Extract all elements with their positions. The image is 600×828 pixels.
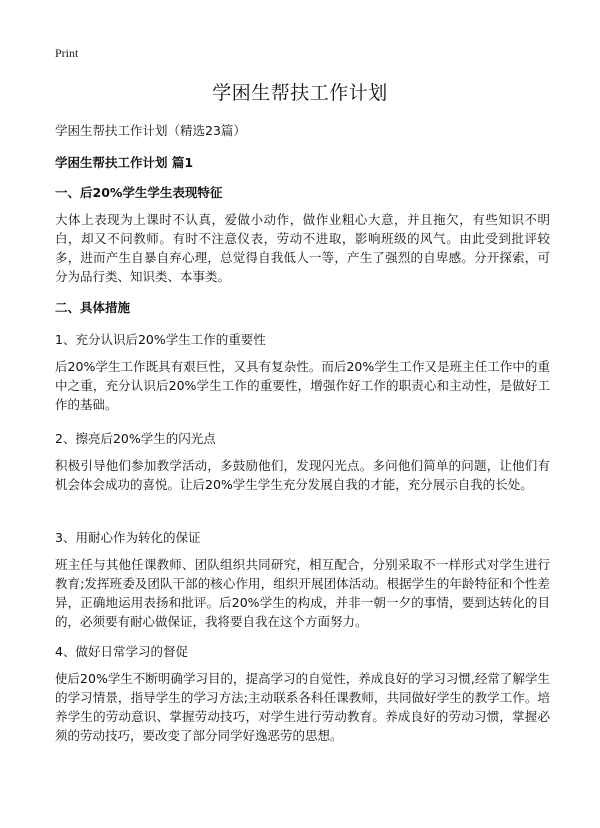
measure-3-paragraph: 班主任与其他任课教师、团队组织共同研究，相互配合，分别采取不一样形式对学生进行教育;发挥班委及团队干部的核心作用，组织开展团体活动。根据学生的年龄特征和个性差异，正确地运用表扬和批评。后20%学生的构成，并非一朝一夕的事情，要到达转化的目的，必须要有耐心做保证，我将要自我在这个方面努力。 — [55, 557, 550, 629]
print-label: Print — [55, 46, 79, 60]
measure-4-label: 4、做好日常学习的督促 — [55, 644, 188, 659]
measure-3-label: 3、用耐心作为转化的保证 — [55, 530, 201, 545]
measure-4-paragraph: 使后20%学生不断明确学习目的，提高学习的自觉性，养成良好的学习习惯,经常了解学生的学习情景，指导学生的学习方法;主动联系各科任课教师，共同做好学生的教学工作。培养学生的劳动意识、掌握劳动技巧，对学生进行劳动教育。养成良好的劳动习惯，掌握必须的劳动技巧，要改变了部分同学好逸恶劳的思想。 — [55, 671, 550, 743]
document-subtitle: 学困生帮扶工作计划（精选23篇） — [55, 123, 246, 138]
section-1-paragraph: 大体上表现为上课时不认真，爱做小动作，做作业粗心大意，并且拖欠，有些知识不明白，却又不问教师。有时不注意仪表，劳动不进取，影响班级的风气。由此受到批评较多，进而产生自暴自弃心理，总觉得自我低人一等，产生了强烈的自卑感。分开探索，可分为品行类、知识类、本事类。 — [55, 212, 550, 284]
section-2-heading: 二、具体措施 — [55, 300, 131, 315]
page-title: 学困生帮扶工作计划 — [212, 82, 388, 104]
measure-1-paragraph: 后20%学生工作既具有艰巨性，又具有复杂性。而后20%学生工作又是班主任工作中的重中之重，充分认识后20%学生工作的重要性，增强作好工作的职责心和主动性，是做好工作的基础。 — [55, 359, 550, 412]
section-1-heading: 一、后20%学生学生表现特征 — [55, 185, 223, 200]
measure-1-label: 1、充分认识后20%学生工作的重要性 — [55, 332, 266, 347]
measure-2-paragraph: 积极引导他们参加教学活动，多鼓励他们，发现闪光点。多问他们简单的问题，让他们有机会体会成功的喜悦。让后20%学生学生充分发展自我的才能，充分展示自我的长处。 — [55, 458, 550, 492]
measure-2-label: 2、擦亮后20%学生的闪光点 — [55, 431, 216, 446]
article-heading: 学困生帮扶工作计划 篇1 — [55, 155, 194, 170]
